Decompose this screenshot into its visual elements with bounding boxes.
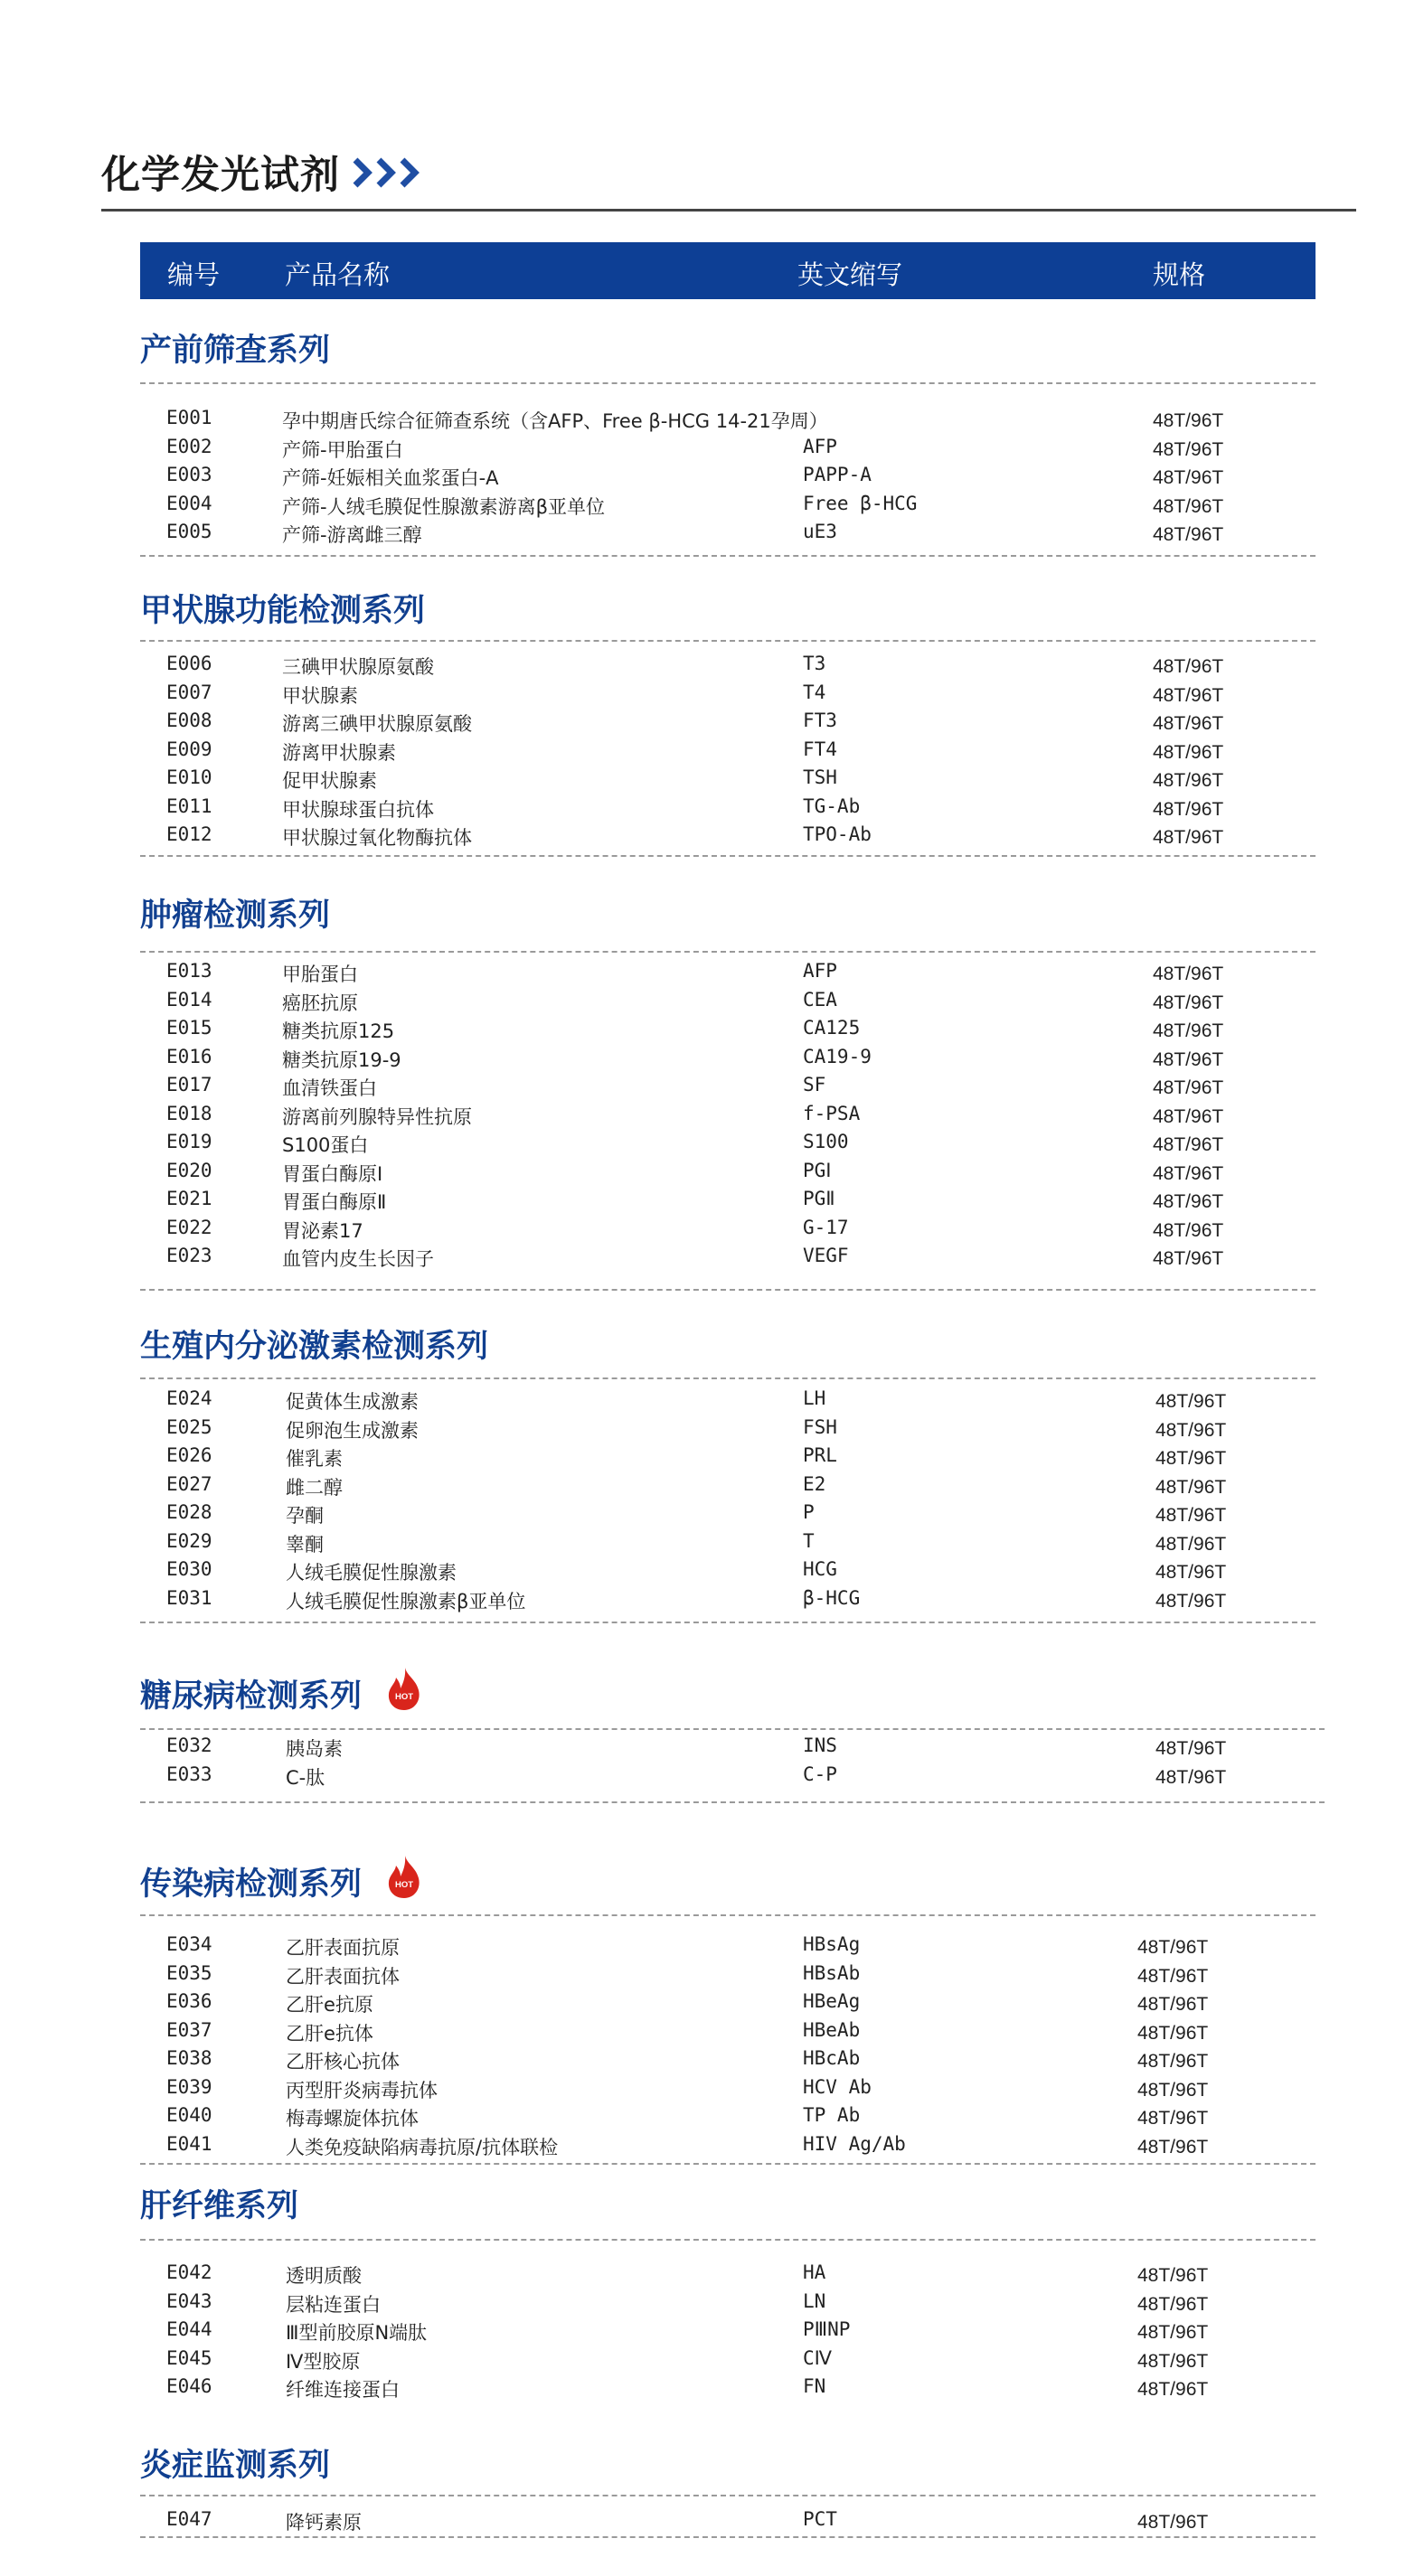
page-title xyxy=(101,145,425,200)
section-title xyxy=(140,325,330,371)
product-spec: 48T/96T xyxy=(1137,2322,1209,2343)
product-spec: 48T/96T xyxy=(1137,2136,1209,2158)
product-code: E002 xyxy=(166,435,212,457)
product-name: C-肽 xyxy=(286,1766,325,1789)
product-code: E014 xyxy=(166,988,212,1011)
table-row xyxy=(0,491,1424,519)
product-spec: 48T/96T xyxy=(1155,1505,1227,1526)
section-end-divider xyxy=(140,1289,1316,1291)
product-abbr: T3 xyxy=(803,653,826,674)
product-name: 糖类抗原125 xyxy=(282,1020,395,1042)
header-spec: 规格 xyxy=(1153,259,1206,290)
product-name: 甲状腺素 xyxy=(282,684,358,707)
product-abbr: T xyxy=(803,1529,815,1552)
product-abbr: SF xyxy=(803,1074,826,1095)
header-abbr: 英文缩写 xyxy=(797,259,903,290)
header-code: 编号 xyxy=(167,259,221,290)
product-abbr: HBeAg xyxy=(803,1990,861,2012)
product-code: E023 xyxy=(166,1245,212,1266)
product-name: 胃蛋白酶原Ⅰ xyxy=(282,1162,383,1185)
section-title-text: 产前筛查系列 xyxy=(140,333,331,369)
product-name: 血管内皮生长因子 xyxy=(282,1248,434,1270)
product-name: 产筛-人绒毛膜促性腺激素游离β亚单位 xyxy=(282,495,605,518)
product-code: E001 xyxy=(166,407,212,428)
table-row xyxy=(0,822,1424,850)
hot-flame-icon xyxy=(385,1667,423,1720)
product-code: E026 xyxy=(166,1444,212,1466)
section-divider xyxy=(140,1914,1316,1916)
section-end-divider xyxy=(140,555,1316,557)
product-name: 梅毒螺旋体抗体 xyxy=(286,2108,419,2129)
product-abbr: TSH xyxy=(803,766,837,788)
product-spec: 48T/96T xyxy=(1155,1590,1227,1612)
product-spec: 48T/96T xyxy=(1137,1937,1209,1958)
product-abbr: VEGF xyxy=(803,1245,849,1266)
product-code: E031 xyxy=(166,1586,212,1609)
table-row xyxy=(0,680,1424,708)
product-abbr: CA125 xyxy=(803,1017,861,1039)
table-row xyxy=(0,1733,1424,1761)
product-name: 三碘甲状腺原氨酸 xyxy=(282,656,434,678)
section-title-text: 肿瘤检测系列 xyxy=(140,898,331,934)
section-divider xyxy=(140,382,1316,384)
product-abbr: PⅢNP xyxy=(803,2318,851,2340)
table-row xyxy=(0,519,1424,547)
table-row xyxy=(0,1415,1424,1443)
table-row xyxy=(0,1072,1424,1100)
table-row xyxy=(0,708,1424,736)
product-name: 孕酮 xyxy=(286,1505,324,1527)
table-header xyxy=(140,242,1316,299)
product-spec: 48T/96T xyxy=(1137,2379,1209,2400)
product-abbr: C-P xyxy=(803,1763,837,1785)
product-name: 人绒毛膜促性腺激素 xyxy=(286,1562,457,1584)
table-row xyxy=(0,2346,1424,2374)
product-spec: 48T/96T xyxy=(1153,1191,1224,1212)
hot-flame-icon xyxy=(385,1855,423,1908)
product-name: 层粘连蛋白 xyxy=(286,2293,381,2316)
product-name: 甲胎蛋白 xyxy=(282,964,358,985)
product-code: E035 xyxy=(166,1961,212,1984)
section-title-text: 炎症监测系列 xyxy=(140,2448,331,2484)
product-name: S100蛋白 xyxy=(282,1134,369,1156)
product-name: 产筛-游离雌三醇 xyxy=(282,524,422,546)
product-abbr: f-PSA xyxy=(803,1102,861,1124)
product-abbr: TPO-Ab xyxy=(803,823,872,845)
table-row xyxy=(0,405,1424,433)
product-spec: 48T/96T xyxy=(1153,741,1224,763)
product-code: E007 xyxy=(166,681,212,703)
product-name: 降钙素原 xyxy=(286,2512,362,2534)
product-abbr: CEA xyxy=(803,988,837,1011)
product-code: E038 xyxy=(166,2047,212,2069)
section-divider xyxy=(140,2239,1316,2241)
product-name: 游离三碘甲状腺原氨酸 xyxy=(282,713,472,735)
product-code: E039 xyxy=(166,2075,212,2098)
product-abbr: LN xyxy=(803,2289,826,2312)
product-spec: 48T/96T xyxy=(1155,1766,1227,1788)
title-divider xyxy=(101,209,1356,212)
product-code: E021 xyxy=(166,1188,212,1209)
product-spec: 48T/96T xyxy=(1153,992,1224,1013)
section-title xyxy=(140,2440,330,2486)
product-abbr: FT4 xyxy=(803,738,837,760)
product-code: E012 xyxy=(166,823,212,845)
product-spec: 48T/96T xyxy=(1153,1134,1224,1155)
product-abbr: TP Ab xyxy=(803,2104,861,2126)
section-title-text: 肝纤维系列 xyxy=(140,2188,299,2224)
product-code: E041 xyxy=(166,2132,212,2155)
product-name: 透明质酸 xyxy=(286,2265,362,2287)
product-abbr: uE3 xyxy=(803,521,837,542)
product-abbr: HIV Ag/Ab xyxy=(803,2132,906,2155)
section-title-text: 甲状腺功能检测系列 xyxy=(140,593,426,629)
table-row xyxy=(0,462,1424,490)
product-name: 促黄体生成激素 xyxy=(286,1391,419,1413)
product-code: E027 xyxy=(166,1472,212,1495)
table-row xyxy=(0,2102,1424,2130)
product-abbr: β-HCG xyxy=(803,1586,861,1609)
table-row xyxy=(0,794,1424,822)
section-end-divider xyxy=(140,2536,1316,2538)
product-name: 促甲状腺素 xyxy=(282,770,377,792)
product-abbr: PGⅡ xyxy=(803,1188,835,1209)
table-row xyxy=(0,2074,1424,2102)
product-spec: 48T/96T xyxy=(1153,495,1224,517)
product-code: E025 xyxy=(166,1415,212,1438)
product-name: 乙肝e抗原 xyxy=(286,1994,373,2016)
product-spec: 48T/96T xyxy=(1153,467,1224,488)
table-row xyxy=(0,1528,1424,1556)
table-row xyxy=(0,2045,1424,2073)
product-name: 糖类抗原19-9 xyxy=(282,1048,401,1071)
product-spec: 48T/96T xyxy=(1153,964,1224,984)
table-row xyxy=(0,1443,1424,1471)
table-row xyxy=(0,1215,1424,1243)
product-spec: 48T/96T xyxy=(1155,1562,1227,1583)
product-spec: 48T/96T xyxy=(1137,2293,1209,2315)
product-code: E034 xyxy=(166,1933,212,1955)
table-row xyxy=(0,2131,1424,2159)
table-row xyxy=(0,1101,1424,1129)
product-abbr: S100 xyxy=(803,1131,849,1152)
product-code: E030 xyxy=(166,1558,212,1580)
product-abbr: AFP xyxy=(803,960,837,982)
table-row xyxy=(0,2289,1424,2317)
product-code: E019 xyxy=(166,1131,212,1152)
product-spec: 48T/96T xyxy=(1153,1248,1224,1269)
section-end-divider xyxy=(140,2163,1316,2165)
hot-label: HOT xyxy=(394,1692,414,1702)
table-row xyxy=(0,958,1424,986)
section-title-text: 传染病检测系列 xyxy=(140,1866,363,1903)
product-name: 胃蛋白酶原Ⅱ xyxy=(282,1191,387,1213)
product-spec: 48T/96T xyxy=(1137,2079,1209,2101)
table-row xyxy=(0,1932,1424,1960)
product-code: E046 xyxy=(166,2375,212,2397)
product-spec: 48T/96T xyxy=(1153,684,1224,706)
product-code: E047 xyxy=(166,2508,212,2530)
table-row xyxy=(0,1960,1424,1988)
product-name: 睾酮 xyxy=(286,1533,324,1556)
product-abbr: PAPP-A xyxy=(803,464,872,485)
product-name: 血清铁蛋白 xyxy=(282,1077,377,1099)
product-name: 乙肝表面抗体 xyxy=(286,1965,400,1988)
product-spec: 48T/96T xyxy=(1153,827,1224,848)
table-row xyxy=(0,1186,1424,1214)
product-spec: 48T/96T xyxy=(1153,1219,1224,1241)
table-row xyxy=(0,2260,1424,2288)
section-end-divider xyxy=(140,1801,1325,1803)
product-name: Ⅳ型胶原 xyxy=(286,2350,361,2373)
product-spec: 48T/96T xyxy=(1137,2512,1209,2533)
hot-label: HOT xyxy=(394,1880,414,1890)
product-code: E008 xyxy=(166,710,212,731)
section-title xyxy=(140,890,330,935)
product-code: E003 xyxy=(166,464,212,485)
product-spec: 48T/96T xyxy=(1137,2265,1209,2286)
table-row xyxy=(0,1243,1424,1271)
product-code: E043 xyxy=(166,2289,212,2312)
section-divider xyxy=(140,1728,1325,1730)
product-abbr: FSH xyxy=(803,1415,837,1438)
section-title xyxy=(140,1321,488,1367)
product-name: 产筛-甲胎蛋白 xyxy=(282,438,403,461)
table-row xyxy=(0,1129,1424,1157)
product-code: E033 xyxy=(166,1763,212,1785)
product-abbr: E2 xyxy=(803,1472,826,1495)
product-spec: 48T/96T xyxy=(1137,2350,1209,2372)
table-row xyxy=(0,1500,1424,1528)
product-code: E045 xyxy=(166,2346,212,2369)
product-code: E042 xyxy=(166,2261,212,2283)
table-row xyxy=(0,1386,1424,1414)
product-code: E032 xyxy=(166,1735,212,1756)
product-code: E015 xyxy=(166,1017,212,1039)
product-code: E044 xyxy=(166,2318,212,2340)
product-abbr: FN xyxy=(803,2375,826,2397)
product-name: Ⅲ型前胶原N端肽 xyxy=(286,2322,428,2344)
product-abbr: HBeAb xyxy=(803,2018,861,2041)
section-title-text: 糖尿病检测系列 xyxy=(140,1678,363,1715)
product-code: E010 xyxy=(166,766,212,788)
product-name: 乙肝e抗体 xyxy=(286,2022,373,2045)
product-abbr: CA19-9 xyxy=(803,1045,872,1067)
product-abbr: Free β-HCG xyxy=(803,492,918,514)
table-row xyxy=(0,2317,1424,2345)
product-code: E036 xyxy=(166,1990,212,2012)
product-abbr: TG-Ab xyxy=(803,794,861,817)
product-abbr: HCV Ab xyxy=(803,2075,872,2098)
product-name: 丙型肝炎病毒抗体 xyxy=(286,2079,438,2101)
header-name: 产品名称 xyxy=(285,259,391,290)
product-name: 纤维连接蛋白 xyxy=(286,2379,400,2401)
table-row xyxy=(0,1556,1424,1584)
table-row xyxy=(0,765,1424,793)
product-code: E011 xyxy=(166,794,212,817)
product-abbr: INS xyxy=(803,1735,837,1756)
table-row xyxy=(0,2017,1424,2045)
product-code: E020 xyxy=(166,1159,212,1181)
section-divider xyxy=(140,2495,1316,2496)
product-name: 游离甲状腺素 xyxy=(282,741,396,764)
product-spec: 48T/96T xyxy=(1153,1048,1224,1070)
product-code: E028 xyxy=(166,1501,212,1523)
product-spec: 48T/96T xyxy=(1153,438,1224,460)
product-code: E005 xyxy=(166,521,212,542)
triple-chevron-icon xyxy=(353,156,425,189)
product-name: 游离前列腺特异性抗原 xyxy=(282,1105,472,1128)
product-spec: 48T/96T xyxy=(1137,1994,1209,2015)
product-spec: 48T/96T xyxy=(1153,770,1224,791)
product-code: E004 xyxy=(166,492,212,514)
product-spec: 48T/96T xyxy=(1153,410,1224,431)
section-divider xyxy=(140,1377,1316,1379)
product-abbr: AFP xyxy=(803,435,837,457)
product-spec: 48T/96T xyxy=(1153,1020,1224,1041)
table-row xyxy=(0,1988,1424,2017)
product-abbr: HCG xyxy=(803,1558,837,1580)
product-spec: 48T/96T xyxy=(1153,798,1224,820)
product-name: 催乳素 xyxy=(286,1448,343,1470)
product-abbr: CⅣ xyxy=(803,2346,833,2369)
product-name: 乙肝表面抗原 xyxy=(286,1937,400,1959)
product-code: E024 xyxy=(166,1387,212,1409)
section-divider xyxy=(140,640,1316,642)
product-spec: 48T/96T xyxy=(1155,1419,1227,1441)
product-spec: 48T/96T xyxy=(1155,1391,1227,1412)
product-spec: 48T/96T xyxy=(1153,524,1224,545)
product-spec: 48T/96T xyxy=(1155,1533,1227,1555)
product-name: 胃泌素17 xyxy=(282,1219,363,1242)
product-spec: 48T/96T xyxy=(1153,656,1224,677)
product-abbr: HA xyxy=(803,2261,826,2283)
product-name: 促卵泡生成激素 xyxy=(286,1419,419,1442)
product-name: 癌胚抗原 xyxy=(282,992,358,1014)
product-name: 人类免疫缺陷病毒抗原/抗体联检 xyxy=(286,2136,559,2158)
product-abbr: LH xyxy=(803,1387,826,1409)
product-abbr: HBsAg xyxy=(803,1933,861,1955)
table-row xyxy=(0,2506,1424,2534)
product-abbr: FT3 xyxy=(803,710,837,731)
product-abbr: PCT xyxy=(803,2508,837,2530)
table-row xyxy=(0,1585,1424,1613)
section-title xyxy=(140,2181,298,2226)
product-name: 甲状腺球蛋白抗体 xyxy=(282,798,434,821)
product-code: E006 xyxy=(166,653,212,674)
table-row xyxy=(0,2374,1424,2402)
product-code: E037 xyxy=(166,2018,212,2041)
table-row xyxy=(0,1015,1424,1043)
product-spec: 48T/96T xyxy=(1153,1162,1224,1184)
section-end-divider xyxy=(140,855,1316,857)
product-spec: 48T/96T xyxy=(1153,1105,1224,1127)
product-spec: 48T/96T xyxy=(1137,1965,1209,1987)
section-title xyxy=(140,1855,423,1908)
product-abbr: T4 xyxy=(803,681,826,703)
table-row xyxy=(0,1158,1424,1186)
product-spec: 48T/96T xyxy=(1155,1738,1227,1759)
product-abbr: PGⅠ xyxy=(803,1159,832,1181)
table-row xyxy=(0,987,1424,1015)
product-spec: 48T/96T xyxy=(1155,1476,1227,1498)
table-row xyxy=(0,1471,1424,1500)
product-code: E018 xyxy=(166,1102,212,1124)
product-abbr: P xyxy=(803,1501,815,1523)
section-title xyxy=(140,1667,423,1720)
section-title-text: 生殖内分泌激素检测系列 xyxy=(140,1329,489,1365)
product-spec: 48T/96T xyxy=(1137,2051,1209,2072)
page-title-text: 化学发光试剂 xyxy=(101,153,340,198)
product-spec: 48T/96T xyxy=(1153,1077,1224,1098)
table-row xyxy=(0,1044,1424,1072)
product-abbr: PRL xyxy=(803,1444,837,1466)
table-row xyxy=(0,1762,1424,1790)
product-name: 乙肝核心抗体 xyxy=(286,2051,400,2073)
product-code: E016 xyxy=(166,1045,212,1067)
product-code: E009 xyxy=(166,738,212,760)
product-code: E022 xyxy=(166,1216,212,1238)
product-code: E029 xyxy=(166,1529,212,1552)
product-spec: 48T/96T xyxy=(1137,2108,1209,2129)
product-spec: 48T/96T xyxy=(1137,2022,1209,2044)
product-name: 甲状腺过氧化物酶抗体 xyxy=(282,827,472,849)
product-code: E013 xyxy=(166,960,212,982)
table-row xyxy=(0,434,1424,462)
product-name: 产筛-妊娠相关血浆蛋白-A xyxy=(282,467,499,489)
product-code: E040 xyxy=(166,2104,212,2126)
section-divider xyxy=(140,951,1316,953)
product-abbr: G-17 xyxy=(803,1216,849,1238)
product-spec: 48T/96T xyxy=(1153,713,1224,734)
product-name: 胰岛素 xyxy=(286,1738,343,1760)
product-abbr: HBsAb xyxy=(803,1961,861,1984)
product-abbr: HBcAb xyxy=(803,2047,861,2069)
section-title xyxy=(140,586,425,631)
product-name: 雌二醇 xyxy=(286,1476,343,1499)
product-name: 人绒毛膜促性腺激素β亚单位 xyxy=(286,1590,526,1612)
product-name: 孕中期唐氏综合征筛查系统（含AFP、Free β-HCG 14-21孕周） xyxy=(282,410,828,432)
table-row xyxy=(0,651,1424,679)
product-code: E017 xyxy=(166,1074,212,1095)
product-spec: 48T/96T xyxy=(1155,1448,1227,1469)
table-row xyxy=(0,737,1424,765)
section-end-divider xyxy=(140,1622,1316,1623)
